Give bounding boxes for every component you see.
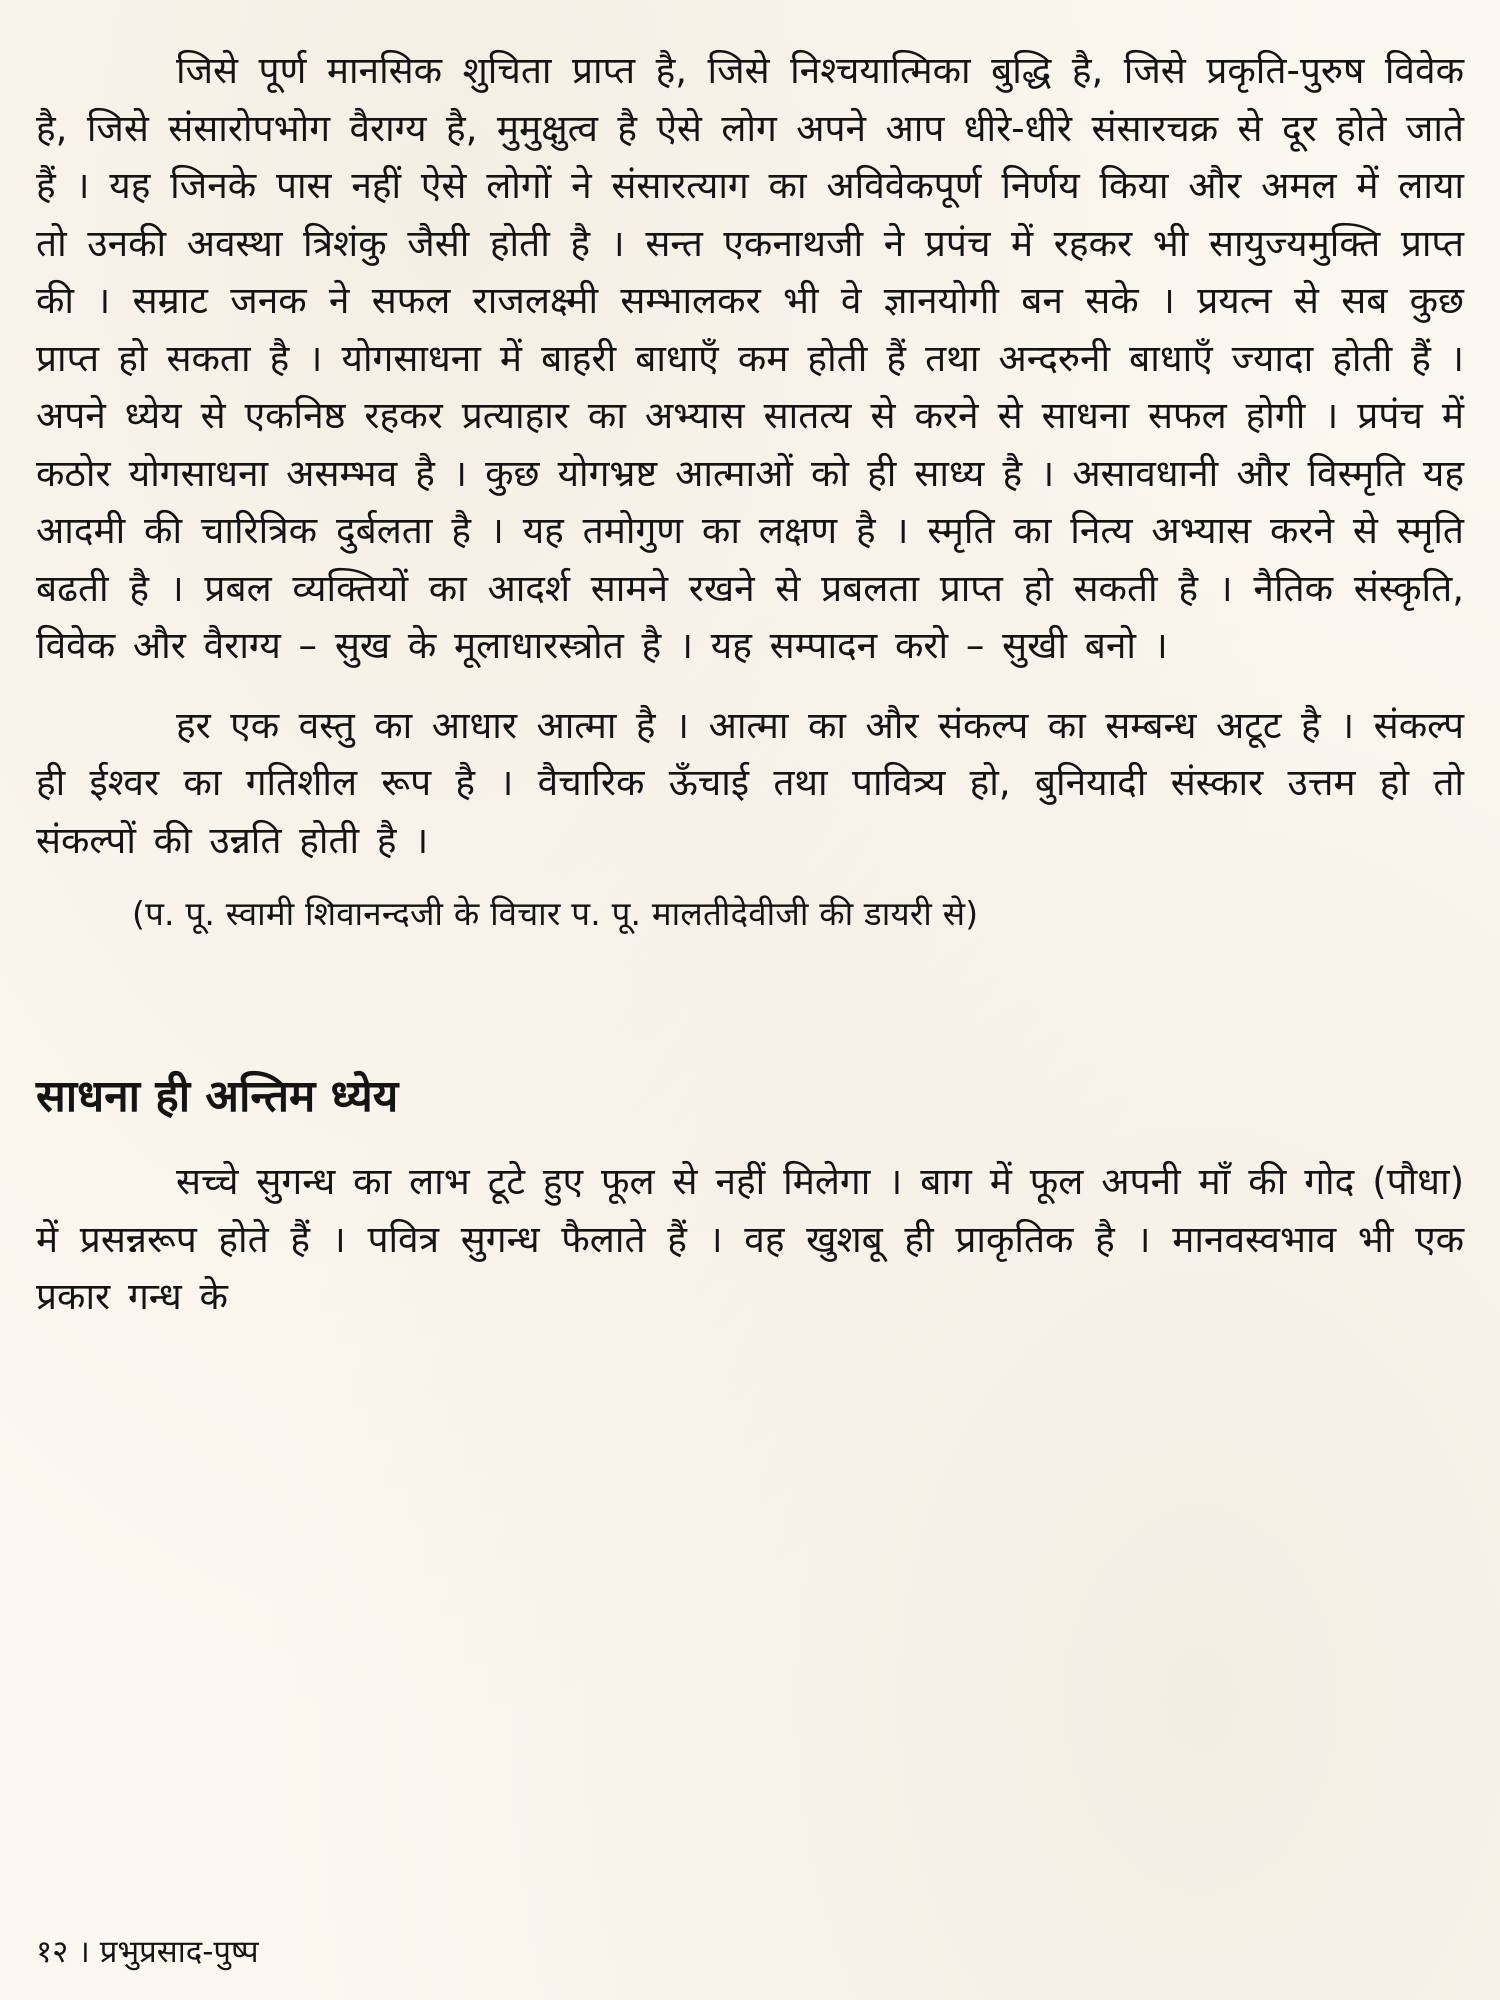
body-paragraph-1: जिसे पूर्ण मानसिक शुचिता प्राप्त है, जिसे निश्चयात्मिका बुद्धि है, जिसे प्रकृति-पुरुष विवेक है, जिसे संसारोपभोग वैराग्य है, मुमुक्षुत्व है ऐसे लोग अपने आप धीरे-धीरे संसारचक्र से दूर होते जाते हैं । यह जिनके पास नहीं ऐसे लोगों ने संसारत्याग का अविवेकपूर्ण निर्णय किया और अमल में लाया तो उनकी अवस्था त्रिशंकु जैसी होती है । सन्त एकनाथजी ने प्रपंच में रहकर भी सायुज्यमुक्ति प्राप्त की । सम्राट जनक ने सफल राजलक्ष्मी सम्भालकर भी वे ज्ञानयोगी बन सके । प्रयत्न से सब कुछ प्राप्त हो सकता है । योगसाधना में बाहरी बाधाएँ कम होती हैं तथा अन्दरुनी बाधाएँ ज्यादा होती हैं । अपने ध्येय से एकनिष्ठ रहकर प्रत्याहार का अभ्यास सातत्य से करने से साधना सफल होगी । प्रपंच में कठोर योगसाधना असम्भव है । कुछ योगभ्रष्ट आत्माओं को ही साध्य है । असावधानी और विस्मृति यह आदमी की चारित्रिक दुर्बलता है । यह तमोगुण का लक्षण है । स्मृति का नित्य अभ्यास करने से स्मृति बढती है । प्रबल व्यक्तियों का आदर्श सामने रखने से प्रबलता प्राप्त हो सकती है । नैतिक संस्कृति, विवेक और वैराग्य – सुख के मूलाधारस्त्रोत है । यह सम्पादन करो – सुखी बनो । bbox=[36, 49, 1464, 667]
body-paragraph-2: हर एक वस्तु का आधार आत्मा है । आत्मा का और संकल्प का सम्बन्ध अटूट है । संकल्प ही ईश्वर का गतिशील रूप है । वैचारिक ऊँचाई तथा पावित्र्य हो, बुनियादी संस्कार उत्तम हो तो संकल्पों की उन्नति होती है । bbox=[36, 703, 1464, 862]
section-heading: साधना ही अन्तिम ध्येय bbox=[36, 1071, 399, 1122]
page-footer: १२ । प्रभुप्रसाद-पुष्प bbox=[36, 1934, 259, 1970]
body-paragraph-3: सच्चे सुगन्ध का लाभ टूटे हुए फूल से नहीं मिलेगा । बाग में फूल अपनी माँ की गोद (पौधा) में प्रसन्नरूप होते हैं । पवित्र सुगन्ध फैलाते हैं । वह खुशबू ही प्राकृतिक है । मानवस्वभाव भी एक प्रकार गन्ध के bbox=[36, 1160, 1464, 1318]
source-attribution: (प. पू. स्वामी शिवानन्दजी के विचार प. पू. मालतीदेवीजी की डायरी से) bbox=[132, 894, 979, 933]
